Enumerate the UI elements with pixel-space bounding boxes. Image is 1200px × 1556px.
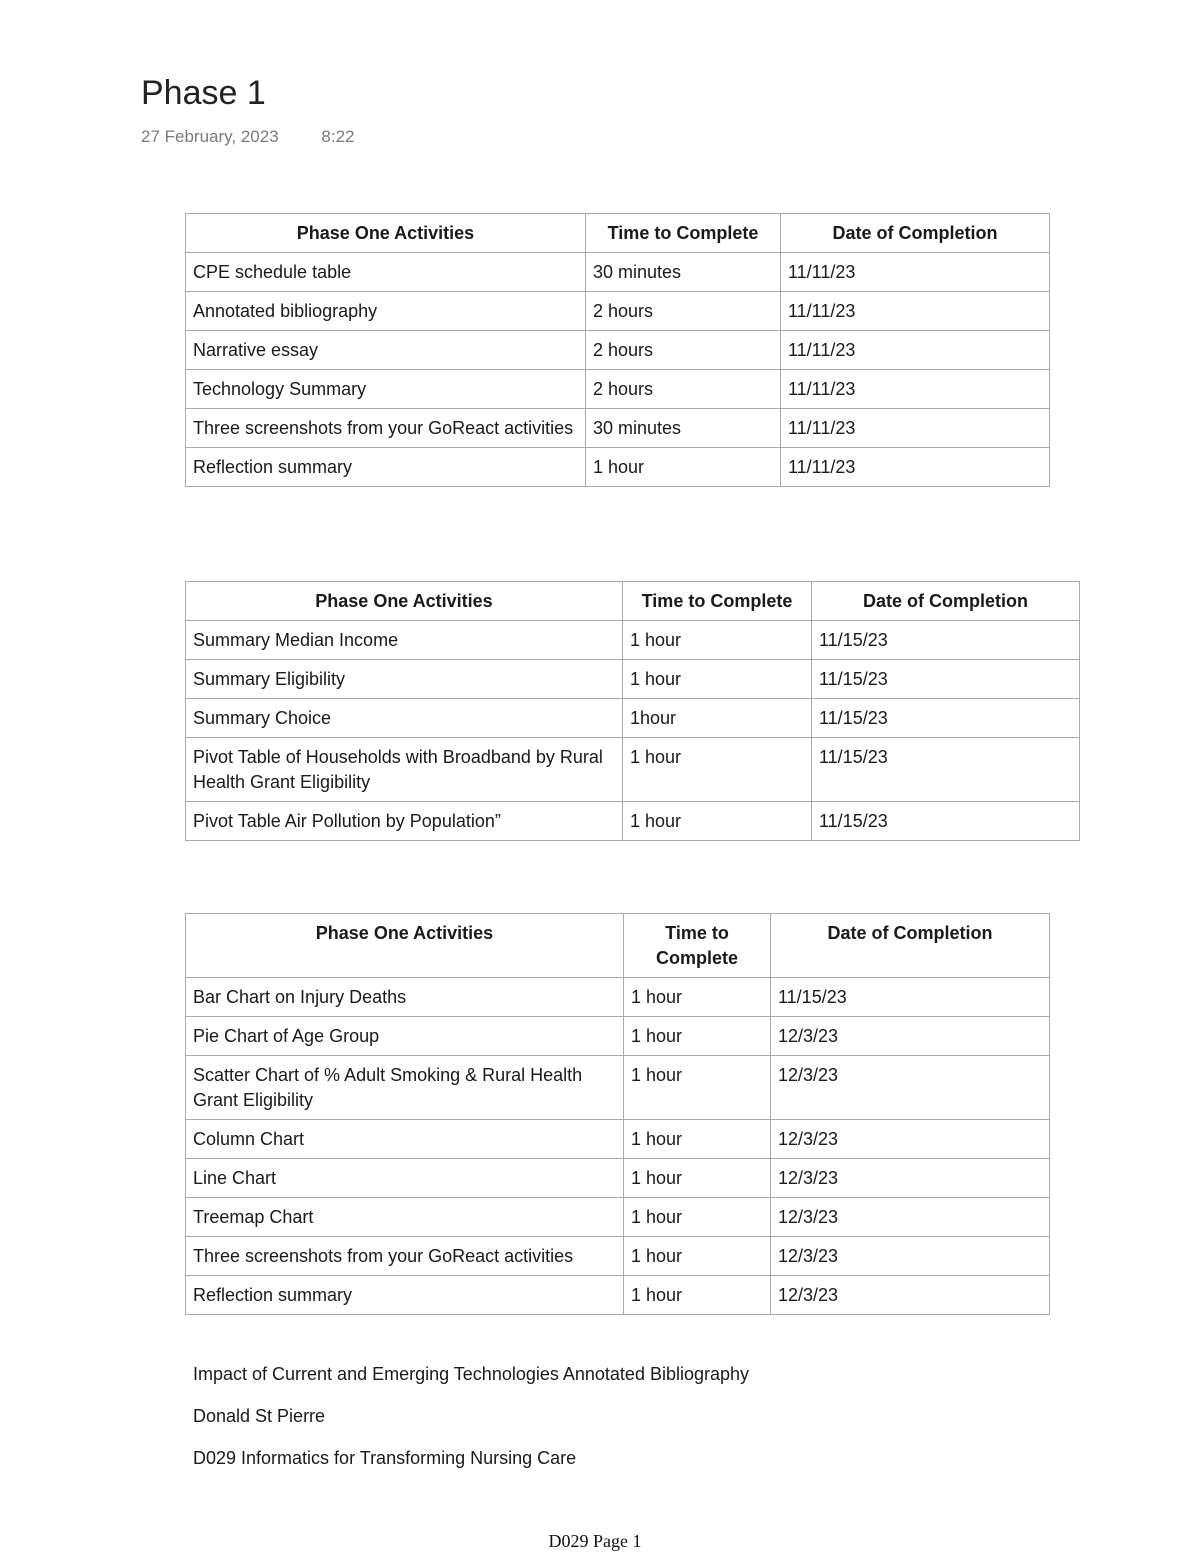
page-time: 8:22 <box>321 127 355 146</box>
table-cell: Pivot Table Air Pollution by Population” <box>186 802 623 841</box>
table-cell: 1 hour <box>624 978 771 1017</box>
table-cell: 11/15/23 <box>812 621 1080 660</box>
table-cell: 12/3/23 <box>771 1056 1050 1120</box>
column-header: Phase One Activities <box>186 582 623 621</box>
table-cell: 1 hour <box>624 1056 771 1120</box>
table-header-row <box>186 214 1050 253</box>
table-cell: 11/11/23 <box>781 370 1050 409</box>
table-cell: 30 minutes <box>586 253 781 292</box>
table-cell: 12/3/23 <box>771 1120 1050 1159</box>
activities-table-1 <box>185 213 1050 487</box>
table-cell: Bar Chart on Injury Deaths <box>186 978 624 1017</box>
table-cell: 30 minutes <box>586 409 781 448</box>
table-row <box>186 621 1080 660</box>
table-cell: Three screenshots from your GoReact activities <box>186 409 586 448</box>
table-cell: Annotated bibliography <box>186 292 586 331</box>
table-row <box>186 802 1080 841</box>
column-header: Phase One Activities <box>186 214 586 253</box>
table-cell: Column Chart <box>186 1120 624 1159</box>
table-cell: 1 hour <box>624 1120 771 1159</box>
table-cell: 1 hour <box>623 660 812 699</box>
table-cell: Reflection summary <box>186 448 586 487</box>
table-cell: Narrative essay <box>186 331 586 370</box>
table-cell: 1 hour <box>624 1198 771 1237</box>
table-cell: Summary Median Income <box>186 621 623 660</box>
table-cell: 1hour <box>623 699 812 738</box>
table-cell: 12/3/23 <box>771 1017 1050 1056</box>
table-row <box>186 699 1080 738</box>
table-cell: 1 hour <box>624 1159 771 1198</box>
table-cell: 11/11/23 <box>781 292 1050 331</box>
table-cell: 1 hour <box>624 1237 771 1276</box>
table-cell: 12/3/23 <box>771 1276 1050 1315</box>
table-cell: Reflection summary <box>186 1276 624 1315</box>
column-header: Date of Completion <box>812 582 1080 621</box>
column-header: Date of Completion <box>781 214 1050 253</box>
table-row <box>186 738 1080 802</box>
table-cell: 1 hour <box>586 448 781 487</box>
table-row <box>186 1198 1050 1237</box>
column-header: Phase One Activities <box>186 914 624 978</box>
table-cell: Pivot Table of Households with Broadband by Rural Health Grant Eligibility <box>186 738 623 802</box>
table-cell: 11/15/23 <box>812 660 1080 699</box>
table-row <box>186 1159 1050 1198</box>
table-cell: 11/15/23 <box>812 699 1080 738</box>
table-cell: 11/11/23 <box>781 409 1050 448</box>
table-row <box>186 409 1050 448</box>
table-cell: 2 hours <box>586 331 781 370</box>
table-cell: 11/15/23 <box>771 978 1050 1017</box>
table-row <box>186 1017 1050 1056</box>
table-cell: 11/11/23 <box>781 331 1050 370</box>
activities-table-3 <box>185 913 1050 1315</box>
table-cell: Summary Choice <box>186 699 623 738</box>
table-row <box>186 448 1050 487</box>
table-cell: 2 hours <box>586 292 781 331</box>
table-header-row <box>186 582 1080 621</box>
table-cell: 1 hour <box>623 802 812 841</box>
table-cell: 11/11/23 <box>781 253 1050 292</box>
table-cell: CPE schedule table <box>186 253 586 292</box>
table-row <box>186 253 1050 292</box>
table-row <box>186 978 1050 1017</box>
table-row <box>186 1120 1050 1159</box>
page-title: Phase 1 <box>141 74 266 112</box>
table-cell: Pie Chart of Age Group <box>186 1017 624 1056</box>
table-row <box>186 370 1050 409</box>
table-cell: 11/15/23 <box>812 738 1080 802</box>
page-meta <box>141 127 355 147</box>
course-name: D029 Informatics for Transforming Nursing Care <box>193 1448 577 1468</box>
column-header: Date of Completion <box>771 914 1050 978</box>
table-cell: Scatter Chart of % Adult Smoking & Rural Health Grant Eligibility <box>186 1056 624 1120</box>
column-header: Time to Complete <box>624 914 771 978</box>
document-footer-lines <box>193 1362 749 1488</box>
table-cell: 11/11/23 <box>781 448 1050 487</box>
table-header-row <box>186 914 1050 978</box>
table-cell: Technology Summary <box>186 370 586 409</box>
table-cell: 12/3/23 <box>771 1159 1050 1198</box>
table-cell: 1 hour <box>624 1017 771 1056</box>
author-name: Donald St Pierre <box>193 1406 326 1426</box>
table-cell: Line Chart <box>186 1159 624 1198</box>
table-cell: Summary Eligibility <box>186 660 623 699</box>
table-row <box>186 660 1080 699</box>
table-row <box>186 1237 1050 1276</box>
column-header: Time to Complete <box>623 582 812 621</box>
page-date: 27 February, 2023 <box>141 127 279 146</box>
page-number: D029 Page 1 <box>548 1531 642 1551</box>
table-row <box>186 292 1050 331</box>
table-cell: 11/15/23 <box>812 802 1080 841</box>
bibliography-title: Impact of Current and Emerging Technologies Annotated Bibliography <box>193 1364 750 1384</box>
table-cell: 12/3/23 <box>771 1198 1050 1237</box>
table-cell: 1 hour <box>624 1276 771 1315</box>
table-cell: Three screenshots from your GoReact activities <box>186 1237 624 1276</box>
table-cell: 12/3/23 <box>771 1237 1050 1276</box>
table-row <box>186 1276 1050 1315</box>
activities-table-2 <box>185 581 1080 841</box>
table-cell: 2 hours <box>586 370 781 409</box>
table-row <box>186 331 1050 370</box>
table-row <box>186 1056 1050 1120</box>
column-header: Time to Complete <box>586 214 781 253</box>
table-cell: 1 hour <box>623 738 812 802</box>
table-cell: 1 hour <box>623 621 812 660</box>
table-cell: Treemap Chart <box>186 1198 624 1237</box>
